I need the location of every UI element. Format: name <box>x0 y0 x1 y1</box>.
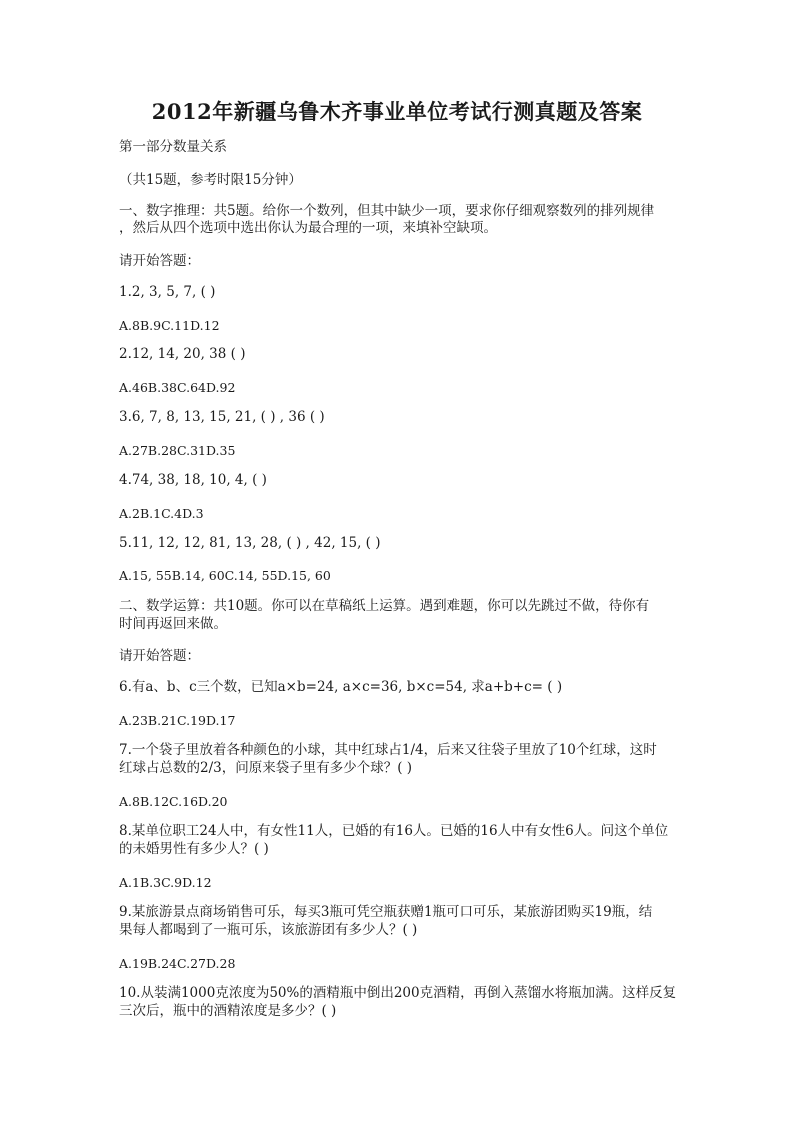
question-9-line1: 9.某旅游景点商场销售可乐，每买3瓶可凭空瓶获赠1瓶可口可乐，某旅游团购买19瓶，结 <box>119 904 653 920</box>
section1-instruction-line2: ，然后从四个选项中选出你认为最合理的一项，来填补空缺项。 <box>119 220 497 236</box>
question-3: 3.6, 7, 8, 13, 15, 21, ( ) , 36 ( ) <box>119 409 325 425</box>
question-9-line2: 果每人都喝到了一瓶可乐，该旅游团有多少人？( ) <box>119 922 418 938</box>
question-4: 4.74, 38, 18, 10, 4, ( ) <box>119 472 267 488</box>
start-prompt-1: 请开始答题： <box>119 253 200 269</box>
section2-instruction-line1: 二、数学运算：共10题。你可以在草稿纸上运算。遇到难题，你可以先跳过不做，待你有 <box>119 598 650 614</box>
question-10-line1: 10.从装满1000克浓度为50%的酒精瓶中倒出200克酒精，再倒入蒸馏水将瓶加满。这样反复 <box>119 985 677 1001</box>
options-2: A.46B.38C.64D.92 <box>119 380 236 395</box>
section2-instruction-line2: 时间再返回来做。 <box>119 616 227 632</box>
part-time-note: （共15题，参考时限15分钟） <box>119 172 302 188</box>
options-6: A.23B.21C.19D.17 <box>119 713 236 728</box>
question-7-line1: 7.一个袋子里放着各种颜色的小球，其中红球占1/4，后来又往袋子里放了10个红球，这时 <box>119 742 657 758</box>
options-5: A.15, 55B.14, 60C.14, 55D.15, 60 <box>119 568 331 583</box>
options-1: A.8B.9C.11D.12 <box>119 318 220 333</box>
start-prompt-2: 请开始答题： <box>119 648 200 664</box>
question-10-line2: 三次后，瓶中的酒精浓度是多少？( ) <box>119 1003 337 1019</box>
options-3: A.27B.28C.31D.35 <box>119 443 236 458</box>
options-7: A.8B.12C.16D.20 <box>119 794 228 809</box>
question-8-line1: 8.某单位职工24人中，有女性11人，已婚的有16人。已婚的16人中有女性6人。问这个单位 <box>119 823 669 839</box>
options-9: A.19B.24C.27D.28 <box>119 956 236 971</box>
options-8: A.1B.3C.9D.12 <box>119 875 212 890</box>
part-heading: 第一部分数量关系 <box>119 139 227 155</box>
question-8-line2: 的未婚男性有多少人？( ) <box>119 841 269 857</box>
options-4: A.2B.1C.4D.3 <box>119 506 204 521</box>
document-title: 2012年新疆乌鲁木齐事业单位考试行测真题及答案 <box>151 99 643 124</box>
question-5: 5.11, 12, 12, 81, 13, 28, ( ) , 42, 15, ( ) <box>119 535 381 551</box>
section1-instruction-line1: 一、数字推理：共5题。给你一个数列，但其中缺少一项，要求你仔细观察数列的排列规律 <box>119 203 655 219</box>
question-2: 2.12, 14, 20, 38 ( ) <box>119 346 246 362</box>
question-7-line2: 红球占总数的2/3，问原来袋子里有多少个球？( ) <box>119 760 413 776</box>
question-6: 6.有a、b、c三个数，已知a×b=24, a×c=36, b×c=54, 求a+b+c= ( ) <box>119 679 563 695</box>
question-1: 1.2, 3, 5, 7, ( ) <box>119 284 216 300</box>
